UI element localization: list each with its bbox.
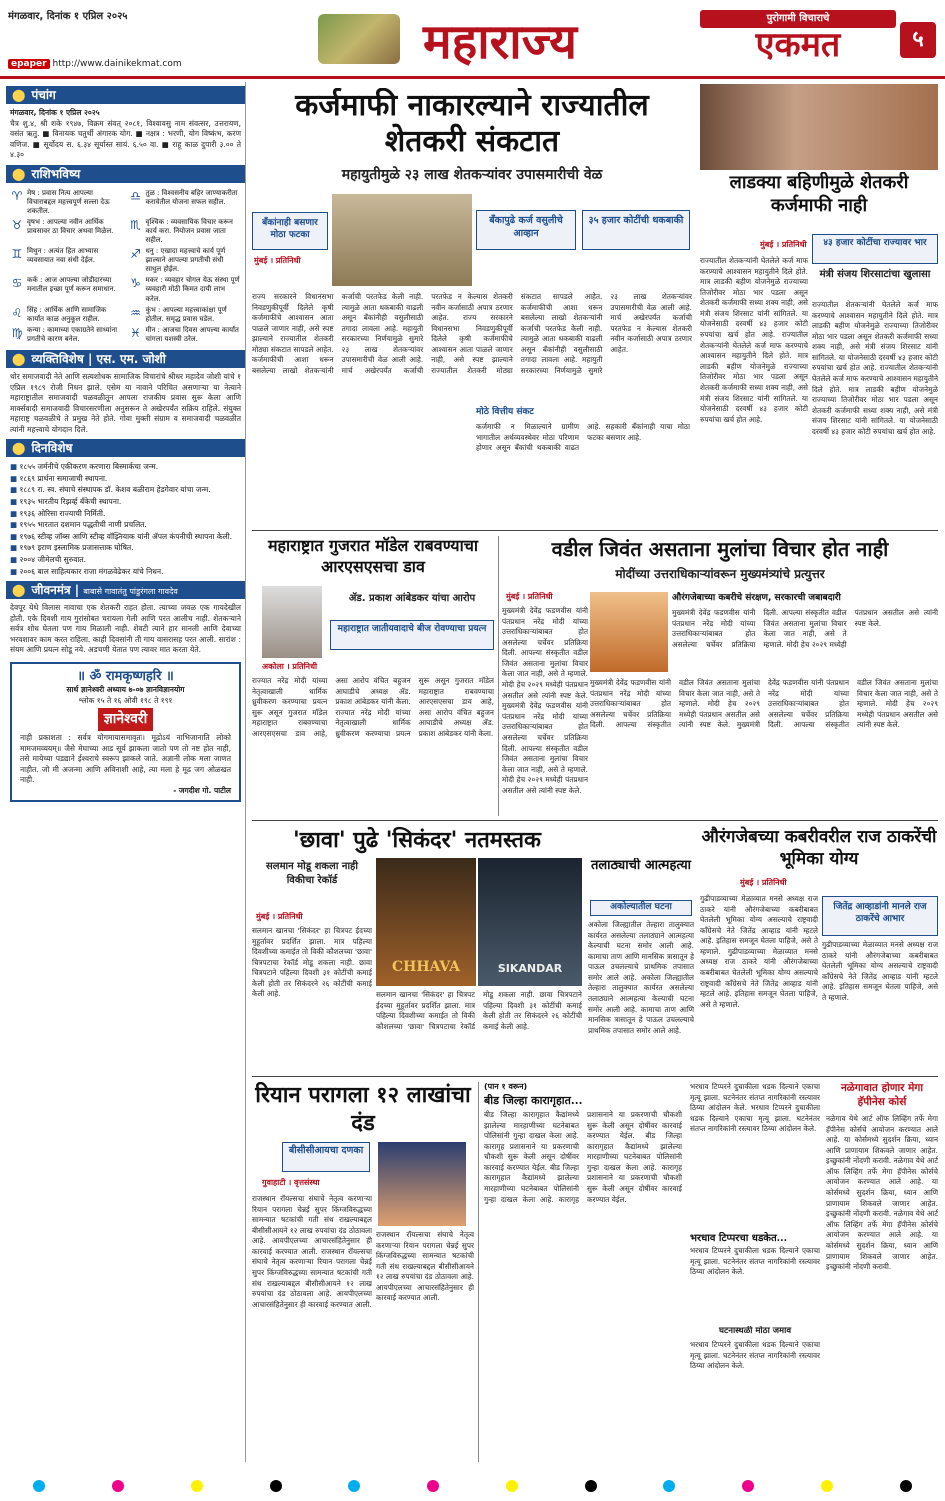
talathi-sub: अकोल्यातील घटना xyxy=(590,900,692,916)
vadil-box: औरंगजेबाच्या कबरीचे संरक्षण, सरकारची जबाबदारी xyxy=(672,592,938,606)
aurang-byline: मुंबई । प्रतिनिधी xyxy=(740,878,787,887)
chhava-poster: CHHAVA xyxy=(376,858,476,986)
rashi-text: कुंभ : आपल्या महत्त्वाकांक्षा पूर्ण होतील. समृद्ध प्रवास घडेल. xyxy=(145,305,227,323)
nalegaon-headline: नळेगावात होणार मेगा हॅपीनेस कोर्स xyxy=(840,1082,924,1108)
rashi-text: वृषभ : आपल्या नवीन आर्थिक प्रावसावर ठा विचार अथवा मिळेल. xyxy=(27,217,114,235)
lead-headline: कर्जमाफी नाकारल्याने राज्यातील शेतकरी संकटात xyxy=(295,88,649,159)
zodiac-sign-icon: ♋ xyxy=(11,276,23,291)
ladki-quote: ४३ हजार कोटींचा राज्यावर भार xyxy=(812,234,938,264)
talathi-body: अकोला जिल्ह्यातील तेल्हारा तालुक्यात कार्यरत असलेल्या तलाठ्याने आत्महत्या केल्याची घटना समोर आली आहे. कामाचा ताण आणि मानसिक त्रासातून हे पाऊल उचलल्याचे प्राथमिक तपासात समोर आले आहे. अकोला जिल्ह्यातील तेल्हारा तालुक्यात कार्यरत असलेल्या तलाठ्याने आत्महत्या केल्याची घटना समोर आली आहे. कामाचा ताण आणि मानसिक त्रासातून हे पाऊल उचलल्याचे प्राथमिक तपासात समोर आले आहे. xyxy=(588,920,694,1035)
box-recovery: बँकापुढे कर्ज वसुलीचे आव्हान xyxy=(476,210,576,250)
zodiac-sign-icon: ♊ xyxy=(11,247,23,262)
bharav-sub: घटनास्थळी मोठा जमाव xyxy=(718,1326,792,1336)
rashi-item xyxy=(10,189,123,216)
rule-3 xyxy=(252,1076,938,1077)
rashi-text: वृश्चिक : व्यवसायिक विचार करून कार्य करा. नियोजन प्रवास जाता सहील. xyxy=(145,217,233,244)
panchang-text: चैत्र शु.४, श्री शके १९४७, विक्रम संवत् २०८१, विश्वावसु नाम संवत्सर, उत्तरायण, वसंत ऋतु. ■ विनायक चतुर्थी अंगारक योग. ■ नक्षत्र : भरणी, योग विष्कंभ, करण वणिज. ■ सूर्योदय स. ६.३४ सूर्यास्त सायं. ६.५० वा. ■ राहू काळ दुपारी ३.०० ते ४.३० xyxy=(10,118,241,159)
rashi-item xyxy=(129,218,242,245)
rashi-item xyxy=(129,276,242,303)
dinvishesh-header: ⬤ दिनविशेष xyxy=(6,439,245,457)
rashi-text: मिथुन : अत्यंत हित आभ्यास व्यवसायात नवा संधी देईल. xyxy=(27,247,99,265)
brand-tagline: पुरोगामी विचाराचे xyxy=(700,10,896,28)
beed-body: बीड जिल्हा कारागृहात कैद्यांमध्ये झालेल्या मारहाणीच्या घटनेबाबत पोलिसांनी गुन्हा दाखल केला आहे. कारागृह प्रशासनाने या प्रकरणाची चौकशी सुरू केली असून दोषींवर कारवाई करण्यात येईल. बीड जिल्हा कारागृहात कैद्यांमध्ये झालेल्या मारहाणीच्या घटनेबाबत पोलिसांनी गुन्हा दाखल केला आहे. कारागृह प्रशासनाने या प्रकरणाची चौकशी सुरू केली असून दोषींवर कारवाई करण्यात येईल. बीड जिल्हा कारागृहात कैद्यांमध्ये झालेल्या मारहाणीच्या घटनेबाबत पोलिसांनी गुन्हा दाखल केला आहे. कारागृह प्रशासनाने या प्रकरणाची चौकशी सुरू केली असून दोषींवर कारवाई करण्यात येईल. xyxy=(484,1110,682,1204)
rashi-item xyxy=(10,326,123,344)
chhava-body-1: सलमान खानचा 'सिकंदर' हा चित्रपट ईदच्या मुहूर्तावर प्रदर्शित झाला. मात्र पहिल्या दिवशीच्या कमाईत तो विकी कौशलच्या 'छावा' चित्रपटाचा रेकॉर्ड मोडू शकला नाही. छावा चित्रपटाने पहिल्या दिवशी ३१ कोटींची कमाई केली होती तर सिकंदरने २६ कोटींची कमाई केली आहे. xyxy=(252,926,372,999)
lead-body: राज्य सरकारने विधानसभा निवडणुकीपूर्वी दिलेले कृषी कर्जमाफीचे आश्वासन आता पाळले जाणार नाही, असे स्पष्ट झाल्याने राज्यातील शेतकरी मोठ्या संकटात सापडले आहेत. कर्जमाफीची आशा धरून बसलेल्या लाखो शेतकऱ्यांनी कर्जाची परतफेड केली नाही. त्यामुळे आता थकबाकी वाढली असून बँकांनीही वसुलीसाठी तगादा लावला आहे. महायुती सरकारच्या निर्णयामुळे सुमारे २३ लाख शेतकऱ्यांवर उपासमारीची वेळ आली आहे. मार्च अखेरपर्यंत कर्जाची परतफेड न केल्यास शेतकरी नवीन कर्जासाठी अपात्र ठरणार आहेत. राज्य सरकारने विधानसभा निवडणुकीपूर्वी दिलेले कृषी कर्जमाफीचे आश्वासन आता पाळले जाणार नाही, असे स्पष्ट झाल्याने राज्यातील शेतकरी मोठ्या संकटात सापडले आहेत. कर्जमाफीची आशा धरून बसलेल्या लाखो शेतकऱ्यांनी कर्जाची परतफेड केली नाही. त्यामुळे आता थकबाकी वाढली असून बँकांनीही वसुलीसाठी तगादा लावला आहे. महायुती सरकारच्या निर्णयामुळे सुमारे २३ लाख शेतकऱ्यांवर उपासमारीची वेळ आली आहे. मार्च अखेरपर्यंत कर्जाची परतफेड न केल्यास शेतकरी नवीन कर्जासाठी अपात्र ठरणार आहेत. xyxy=(252,292,692,376)
rashi-item xyxy=(129,326,242,344)
rashi-text: मकर : व्यवहार चोगल येऊ संस्था पूर्ण व्यवहारी मोठी किमत दायी लाभ करेल. xyxy=(145,276,240,303)
masthead-divider xyxy=(0,76,945,79)
ladki-sub: मंत्री संजय शिरसाटांचा खुलासा xyxy=(819,269,931,280)
dinvishesh-item: ■ १९७९ इराण इस्लामिक प्रजासत्ताक घोषित. xyxy=(10,542,241,554)
bharav-headline: भरधाव टिप्परचा धडकेत... xyxy=(690,1233,788,1244)
bharav-body-2: भरधाव टिप्परने दुचाकीला धडक दिल्याने एकाचा मृत्यू झाला. घटनेनंतर संतप्त नागरिकांनी रस्त्यावर ठिय्या आंदोलन केले. xyxy=(690,1246,820,1277)
ram-title: ॥ ॐ रामकृष्णहरि ॥ xyxy=(77,668,174,684)
color-registration-strip xyxy=(0,1470,945,1501)
rule-v1 xyxy=(498,536,499,816)
minister-photo xyxy=(700,84,938,170)
zodiac-sign-icon: ♓ xyxy=(130,325,141,340)
chhava-byline: मुंबई । प्रतिनिधी xyxy=(256,912,303,921)
rashi-item xyxy=(129,189,242,216)
aurang-body-2: गुढीपाडव्याच्या मेळाव्यात मनसे अध्यक्ष राज ठाकरे यांनी औरंगजेबाच्या कबरीबाबत घेतलेली भूमिका योग्य असल्याचे राष्ट्रवादी काँग्रेसचे नेते जितेंद्र आव्हाड यांनी म्हटले आहे. इतिहास समजून घेतला पाहिजे, असे ते म्हणाले. xyxy=(822,940,938,1002)
riyan-byline: गुवाहाटी । वृत्तसंस्था xyxy=(262,1178,320,1187)
ram-sub: सार्थ ज्ञानेश्वरी अध्याय ७-०७ ज्ञानविज्ञानयोग xyxy=(66,685,185,695)
dinvishesh-item: ■ १८५५ जर्मनीचे एकीकरण करणारा बिस्मार्कचा जन्म. xyxy=(10,461,241,473)
zodiac-grid xyxy=(6,187,245,347)
rashi-header: ⬤ राशिभविष्य xyxy=(6,165,245,183)
magenta-dot xyxy=(427,1480,439,1492)
gujarat-body: राज्यात नरेंद्र मोदी यांच्या नेतृत्वाखाली धार्मिक ध्रुवीकरण करण्याचा प्रयत्न सुरू असून गुजरात मॉडेल महाराष्ट्रात राबवण्याचा आरएसएसचा डाव आहे, असा आरोप वंचित बहुजन आघाडीचे अध्यक्ष ॲड. प्रकाश आंबेडकर यांनी केला. राज्यात नरेंद्र मोदी यांच्या नेतृत्वाखाली धार्मिक ध्रुवीकरण करण्याचा प्रयत्न सुरू असून गुजरात मॉडेल महाराष्ट्रात राबवण्याचा आरएसएसचा डाव आहे, असा आरोप वंचित बहुजन आघाडीचे अध्यक्ष ॲड. प्रकाश आंबेडकर यांनी केला. xyxy=(252,676,494,738)
zodiac-sign-icon: ♈ xyxy=(11,188,23,203)
nalegaon-body: नळेगाव येथे आर्ट ऑफ लिव्हिंग तर्फे मेगा हॅपीनेस कोर्सचे आयोजन करण्यात आले आहे. या कोर्समध्ये सुदर्शन क्रिया, ध्यान आणि प्राणायाम शिकवले जाणार आहेत. इच्छुकांनी नोंदणी करावी. नळेगाव येथे आर्ट ऑफ लिव्हिंग तर्फे मेगा हॅपीनेस कोर्सचे आयोजन करण्यात आले आहे. या कोर्समध्ये सुदर्शन क्रिया, ध्यान आणि प्राणायाम शिकवले जाणार आहेत. इच्छुकांनी नोंदणी करावी. नळेगाव येथे आर्ट ऑफ लिव्हिंग तर्फे मेगा हॅपीनेस कोर्सचे आयोजन करण्यात आले आहे. या कोर्समध्ये सुदर्शन क्रिया, ध्यान आणि प्राणायाम शिकवले जाणार आहेत. इच्छुकांनी नोंदणी करावी. xyxy=(826,1114,938,1272)
site-url[interactable]: http://www.dainikekmat.com xyxy=(52,59,182,69)
aurang-headline: औरंगजेबच्या कबरीवरील राज ठाकरेंची भूमिका योग्य xyxy=(701,827,937,870)
panchang-date: मंगळवार, दिनांक १ एप्रिल २०२५ xyxy=(10,108,100,117)
ram-author: - जगदीश गो. पाटील xyxy=(173,785,231,795)
zodiac-sign-icon: ♑ xyxy=(130,276,141,291)
panchang-header: ⬤ पंचांग xyxy=(6,86,245,104)
gujarat-byline: अकोला । प्रतिनिधी xyxy=(262,662,318,671)
vadil-body-3: मुख्यमंत्री देवेंद्र फडणवीस यांनी पंतप्रधान नरेंद्र मोदी यांच्या उत्तराधिकाऱ्यांबाबत होत असलेल्या चर्चेवर प्रतिक्रिया दिली. आपल्या संस्कृतीत वडील जिवंत असताना मुलांचा विचार केला जात नाही, असे ते म्हणाले. मोदी हेच २०२९ मध्येही पंतप्रधान असतील असे त्यांनी स्पष्ट केले. मुख्यमंत्री देवेंद्र फडणवीस यांनी पंतप्रधान नरेंद्र मोदी यांच्या उत्तराधिकाऱ्यांबाबत होत असलेल्या चर्चेवर प्रतिक्रिया दिली. आपल्या संस्कृतीत वडील जिवंत असताना मुलांचा विचार केला जात नाही, असे ते म्हणाले. मोदी हेच २०२९ मध्येही पंतप्रधान असतील असे त्यांनी स्पष्ट केले. xyxy=(590,678,938,730)
ladki-body-2: राज्यातील शेतकऱ्यांनी घेतलेले कर्ज माफ करण्याचे आश्वासन महायुतीने दिले होते. मात्र लाडकी बहीण योजनेमुळे राज्याच्या तिजोरीवर मोठा भार पडला असून शेतकरी कर्जमाफी सध्या शक्य नाही, असे मंत्री संजय शिरसाट यांनी सांगितले. या योजनेसाठी दरवर्षी ४३ हजार कोटी रुपयांचा खर्च होत आहे. राज्यातील शेतकऱ्यांनी घेतलेले कर्ज माफ करण्याचे आश्वासन महायुतीने दिले होते. मात्र लाडकी बहीण योजनेमुळे राज्याच्या तिजोरीवर मोठा भार पडला असून शेतकरी कर्जमाफी सध्या शक्य नाही, असे मंत्री संजय शिरसाट यांनी सांगितले. या योजनेसाठी दरवर्षी ४३ हजार कोटी रुपयांचा खर्च होत आहे. xyxy=(812,300,938,436)
yellow-dot xyxy=(821,1480,833,1492)
chhava-headline: 'छावा' पुढे 'सिकंदर' नतमस्तक xyxy=(293,827,541,853)
vyakti-header: ⬤ व्यक्तिविशेष | एस. एम. जोशी xyxy=(6,350,245,368)
gujarat-headline: महाराष्ट्रात गुजरात मॉडेल राबवण्याचा आरएसएसचा डाव xyxy=(267,536,479,576)
vyakti-text: थोर समाजवादी नेते आणि सत्यशोधक सामाजिक विचारांचे श्रीधर महादेव जोशी यांचे १ एप्रिल १९८९ रोजी निधन झाले. एसेम या नावाने परिचित असणाऱ्या या नेत्याने महाराष्ट्रातील समाजवादी चळवळीतून आपला राजकीय प्रवास सुरू केला आणि मार्क्सवादी समाजवादी विचारसरणीला अनुसरून ते अखेरपर्यंत सक्रिय राहिले. संयुक्त महाराष्ट्र चळवळीचे ते प्रमुख नेते होते. गोवा मुक्ती संग्राम व समाजवादी चळवळीत त्यांनी महत्त्वाचे योगदान दिले. xyxy=(10,372,241,434)
box-arrears: ३५ हजार कोटींची थकबाकी xyxy=(582,210,690,250)
rashi-text: कन्या : कामाच्या एकाग्रतेने साध्यांना प्रगतीचे कारण बनेल. xyxy=(27,325,118,343)
vadil-sub: मोदींच्या उत्तराधिकाऱ्यांवरून मुख्यमंत्र्यांचे प्रत्युत्तर xyxy=(615,567,825,581)
left-column xyxy=(6,82,246,1462)
zodiac-sign-icon: ♒ xyxy=(130,305,141,320)
rashi-text: मेष : प्रवास नित्य आपल्या विचाराबद्दल महत्त्वपूर्ण सल्ला देऊ शकतील. xyxy=(27,188,110,215)
page-number: ५ xyxy=(900,22,936,58)
riyan-body-2: राजस्थान रॉयल्सचा संघाचे नेतृत्व करणाऱ्या रियान परागला चेन्नई सुपर किंग्जविरुद्धच्या सामन्यात षटकांची गती संथ राखल्याबद्दल बीसीसीआयने १२ लाख रुपयांचा दंड ठोठावला आहे. आयपीएलच्या आचारसंहितेनुसार ही कारवाई करण्यात आली. xyxy=(376,1230,474,1303)
section-title: महाराज्य xyxy=(423,18,577,66)
riyan-body-1: राजस्थान रॉयल्सचा संघाचे नेतृत्व करणाऱ्या रियान परागला चेन्नई सुपर किंग्जविरुद्धच्या सामन्यात षटकांची गती संथ राखल्याबद्दल बीसीसीआयने १२ लाख रुपयांचा दंड ठोठावला आहे. आयपीएलच्या आचारसंहितेनुसार ही कारवाई करण्यात आली. राजस्थान रॉयल्सचा संघाचे नेतृत्व करणाऱ्या रियान परागला चेन्नई सुपर किंग्जविरुद्धच्या सामन्यात षटकांची गती संथ राखल्याबद्दल बीसीसीआयने १२ लाख रुपयांचा दंड ठोठावला आहे. आयपीएलच्या आचारसंहितेनुसार ही कारवाई करण्यात आली. xyxy=(252,1194,372,1309)
dnyaneshwari-logo: ज्ञानेश्वरी xyxy=(98,708,153,731)
zodiac-sign-icon: ♌ xyxy=(11,305,23,320)
gujarat-box: महाराष्ट्रात जातीयवादाचे बीज रोवण्याचा प्रयत्न xyxy=(330,620,494,650)
lead-byline: मुंबई । प्रतिनिधी xyxy=(254,256,301,265)
aurang-box: जितेंद्र आव्हाडांनी मानले राज ठाकरेंचे आभार xyxy=(822,896,938,936)
vyakti-name: एस. एम. जोशी xyxy=(96,352,166,366)
masthead xyxy=(0,0,945,78)
ladki-byline: मुंबई । प्रतिनिधी xyxy=(760,240,807,249)
jivan-header: ⬤ जीवनमंत्र | बाबासे गावातंतु पांडुरंगला गावदेव xyxy=(6,581,245,599)
ram-verse: श्लोक १५ ते १६ ओवी १९८ ते १९१ xyxy=(78,695,173,705)
cyan-dot xyxy=(663,1480,675,1492)
beed-headline: बीड जिल्हा कारागृहात... xyxy=(484,1094,583,1107)
riyan-photo xyxy=(378,1142,466,1226)
rule-1 xyxy=(252,530,938,531)
cyan-dot xyxy=(33,1480,45,1492)
black-dot xyxy=(270,1480,282,1492)
zodiac-sign-icon: ♏ xyxy=(130,217,141,232)
dinvishesh-item: ■ २००६ बाल साहित्यकार राजा मंगळवेढेकर यांचे निधन. xyxy=(10,566,241,578)
vadil-byline: मुंबई । प्रतिनिधी xyxy=(506,592,553,601)
rashi-item xyxy=(10,218,123,245)
newspaper-logo: एकमत xyxy=(755,28,841,62)
rashi-item xyxy=(10,247,123,274)
riyan-sub: बीसीसीआयचा दणका xyxy=(282,1142,370,1172)
crisis-body: कर्जमाफी न मिळाल्याने ग्रामीण भागातील अर्थव्यवस्थेवर मोठा परिणाम होणार असून बँकांची थकबाकी वाढत आहे. सहकारी बँकांनाही याचा मोठा फटका बसणार आहे. xyxy=(476,422,690,490)
beed-label: (पान १ वरून) xyxy=(484,1082,580,1093)
dinvishesh-item: ■ १९३५ भारतीय रिझर्व्ह बँकेची स्थापना. xyxy=(10,496,241,508)
dinvishesh-item: ■ १९३६ ओरिसा राज्याची निर्मिती. xyxy=(10,508,241,520)
map-graphic xyxy=(318,14,400,64)
box-crisis: मोठे वित्तीय संकट xyxy=(476,406,690,420)
yellow-dot xyxy=(506,1480,518,1492)
dinvishesh-item: ■ १९५५ भारतात दशमान पद्धतीची नाणी प्रचलित. xyxy=(10,519,241,531)
black-dot xyxy=(585,1480,597,1492)
rashi-item xyxy=(129,306,242,324)
vadil-body-2: मुख्यमंत्री देवेंद्र फडणवीस यांनी पंतप्रधान नरेंद्र मोदी यांच्या उत्तराधिकाऱ्यांबाबत होत असलेल्या चर्चेवर प्रतिक्रिया दिली. आपल्या संस्कृतीत वडील जिवंत असताना मुलांचा विचार केला जात नाही, असे ते म्हणाले. मोदी हेच २०२९ मध्येही पंतप्रधान असतील असे त्यांनी स्पष्ट केले. xyxy=(672,608,938,649)
talathi-headline: तलाठ्याची आत्महत्या xyxy=(590,858,692,873)
rashi-text: तुळ : विश्वसनीय बहिर जाण्याकरीता करावेतील योजना सफल सहील. xyxy=(145,188,238,206)
epaper-link[interactable] xyxy=(8,58,182,70)
bharav-body-3: भरधाव टिप्परने दुचाकीला धडक दिल्याने एकाचा मृत्यू झाला. घटनेनंतर संतप्त नागरिकांनी रस्त्यावर ठिय्या आंदोलन केले. xyxy=(690,1340,820,1371)
fadnavis-photo xyxy=(590,592,668,672)
gujarat-sub: ॲड. प्रकाश आंबेडकर यांचा आरोप xyxy=(348,593,476,604)
magenta-dot xyxy=(112,1480,124,1492)
ambedkar-photo xyxy=(262,586,322,658)
dinvishesh-item: ■ १९७६ स्टीव्ह जॉब्स आणि स्टीव्ह वॉझ्नियाक यांनी ॲपल कंपनीची स्थापना केली. xyxy=(10,531,241,543)
vadil-headline: वडील जिवंत असताना मुलांचा विचार होत नाही xyxy=(551,537,889,561)
rashi-item xyxy=(10,276,123,303)
cyan-dot xyxy=(348,1480,360,1492)
ladki-body-1: राज्यातील शेतकऱ्यांनी घेतलेले कर्ज माफ करण्याचे आश्वासन महायुतीने दिले होते. मात्र लाडकी बहीण योजनेमुळे राज्याच्या तिजोरीवर मोठा भार पडला असून शेतकरी कर्जमाफी सध्या शक्य नाही, असे मंत्री संजय शिरसाट यांनी सांगितले. या योजनेसाठी दरवर्षी ४३ हजार कोटी रुपयांचा खर्च होत आहे. राज्यातील शेतकऱ्यांनी घेतलेले कर्ज माफ करण्याचे आश्वासन महायुतीने दिले होते. मात्र लाडकी बहीण योजनेमुळे राज्याच्या तिजोरीवर मोठा भार पडला असून शेतकरी कर्जमाफी सध्या शक्य नाही, असे मंत्री संजय शिरसाट यांनी सांगितले. या योजनेसाठी दरवर्षी ४३ हजार कोटी रुपयांचा खर्च होत आहे. xyxy=(700,256,808,424)
sikandar-poster: SIKANDAR xyxy=(478,858,582,986)
aurang-body-1: गुढीपाडव्याच्या मेळाव्यात मनसे अध्यक्ष राज ठाकरे यांनी औरंगजेबाच्या कबरीबाबत घेतलेली भूमिका योग्य असल्याचे राष्ट्रवादी काँग्रेसचे नेते जितेंद्र आव्हाड यांनी म्हटले आहे. इतिहास समजून घेतला पाहिजे, असे ते म्हणाले. गुढीपाडव्याच्या मेळाव्यात मनसे अध्यक्ष राज ठाकरे यांनी औरंगजेबाच्या कबरीबाबत घेतलेली भूमिका योग्य असल्याचे राष्ट्रवादी काँग्रेसचे नेते जितेंद्र आव्हाड यांनी म्हटले आहे. इतिहास समजून घेतला पाहिजे, असे ते म्हणाले. xyxy=(700,894,818,1009)
yellow-dot xyxy=(191,1480,203,1492)
rule-v2 xyxy=(478,1082,479,1462)
dinvishesh-list xyxy=(6,461,245,577)
zodiac-sign-icon: ♉ xyxy=(11,217,23,232)
lead-subheadline: महायुतीमुळे २३ लाख शेतकऱ्यांवर उपासमारीची वेळ xyxy=(341,167,603,183)
zodiac-sign-icon: ♎ xyxy=(130,188,141,203)
black-dot xyxy=(900,1480,912,1492)
chhava-sub: सलमान मोडू शकला नाही विकीचा रेकॉर्ड xyxy=(266,861,358,886)
rashi-text: कर्क : आज आपल्या जोडीदारच्या मनातील इच्छा पूर्ण करून समाधान. xyxy=(27,276,116,294)
rashi-text: मीन : आजचा दिवस आपल्या कार्यांत चांगला यशस्वी ठरेल. xyxy=(145,325,239,343)
farmer-photo xyxy=(332,194,472,286)
chhava-body-2: सलमान खानचा 'सिकंदर' हा चित्रपट ईदच्या मुहूर्तावर प्रदर्शित झाला. मात्र पहिल्या दिवशीच्या कमाईत तो विकी कौशलच्या 'छावा' चित्रपटाचा रेकॉर्ड मोडू शकला नाही. छावा चित्रपटाने पहिल्या दिवशी ३१ कोटींची कमाई केली होती तर सिकंदरने २६ कोटींची कमाई केली आहे. xyxy=(376,990,582,1031)
riyan-headline: रियान परागला १२ लाखांचा दंड xyxy=(255,1082,471,1136)
dinvishesh-item: ■ १८८९ रा. स्व. संघाचे संस्थापक डॉ. केशव बळीराम हेडगेवार यांचा जन्म. xyxy=(10,484,241,496)
ramkrishnahari-box xyxy=(10,662,241,802)
zodiac-sign-icon: ♐ xyxy=(130,247,141,262)
epaper-badge: epaper xyxy=(8,59,50,69)
rashi-text: धनु : एखादा महत्त्वाचे कार्य पूर्ण झाल्याने आपल्या प्रगतीची संधी साधुल होईल. xyxy=(145,247,226,274)
ladki-headline: लाडक्या बहिणीमुळे शेतकरी कर्जमाफी नाही xyxy=(729,172,909,216)
jivan-sub: बाबासे गावातंतु पांडुरंगला गावदेव xyxy=(83,587,178,597)
dinvishesh-item: ■ १८६९ प्रार्थना समाजाची स्थापना. xyxy=(10,473,241,485)
rashi-item xyxy=(10,306,123,324)
bharav-body-1: भरधाव टिप्परने दुचाकीला धडक दिल्याने एकाचा मृत्यू झाला. घटनेनंतर संतप्त नागरिकांनी रस्त्यावर ठिय्या आंदोलन केले. भरधाव टिप्परने दुचाकीला धडक दिल्याने एकाचा मृत्यू झाला. घटनेनंतर संतप्त नागरिकांनी रस्त्यावर ठिय्या आंदोलन केले. xyxy=(690,1082,820,1134)
rashi-item xyxy=(129,247,242,274)
ram-text: नाही प्रकाशता : सर्वत्र योगमायासमावृतः। मूढोऽयं नाभिजानाति लोको मामजमव्ययम्॥ जैसे मेघाच्या आड सूर्य झाकला जातो पण तो नष्ट होत नाही, तसे मायेच्या पडद्याने ईश्वराचे स्वरूप झाकले जाते. अज्ञानी लोक मला जाणत नाहीत. जो मी अजन्मा आणि अविनाशी आहे, त्या मला हे मूढ जग ओळखत नाही. xyxy=(20,733,231,785)
issue-date: मंगळवार, दिनांक १ एप्रिल २०२५ xyxy=(8,11,128,22)
dinvishesh-item: ■ २००४ जीमेलची सुरुवात. xyxy=(10,554,241,566)
vadil-body-1: मुख्यमंत्री देवेंद्र फडणवीस यांनी पंतप्रधान नरेंद्र मोदी यांच्या उत्तराधिकाऱ्यांबाबत होत असलेल्या चर्चेवर प्रतिक्रिया दिली. आपल्या संस्कृतीत वडील जिवंत असताना मुलांचा विचार केला जात नाही, असे ते म्हणाले. मोदी हेच २०२९ मध्येही पंतप्रधान असतील असे त्यांनी स्पष्ट केले. मुख्यमंत्री देवेंद्र फडणवीस यांनी पंतप्रधान नरेंद्र मोदी यांच्या उत्तराधिकाऱ्यांबाबत होत असलेल्या चर्चेवर प्रतिक्रिया दिली. आपल्या संस्कृतीत वडील जिवंत असताना मुलांचा विचार केला जात नाही, असे ते म्हणाले. मोदी हेच २०२९ मध्येही पंतप्रधान असतील असे त्यांनी स्पष्ट केले. xyxy=(502,606,588,795)
jivan-text: देवपूर येथे विलास नावाचा एक शेतकरी राहत होता. त्याच्या जवळ एक गायदेखील होती. एके दिवशी गाय गुरांसोबत चरायला गेली आणि परत आलीच नाही. शेतकऱ्याने सर्वत्र शोध घेतला पण गाय मिळाली नाही. शेवटी त्याने हार मानली आणि देवाच्या भरवशावर काम करत राहिला. काही दिवसांनी ती गाय वासरासह परत आली. सारांश : संयम आणि प्रयत्न सोडू नये. अडचणी येतात पण त्यावर मात करता येते. xyxy=(10,603,241,655)
magenta-dot xyxy=(742,1480,754,1492)
rule-2 xyxy=(252,820,938,821)
zodiac-sign-icon: ♍ xyxy=(11,325,23,340)
rashi-text: सिंह : आर्थिक आणि सामाजिक कार्यांत काळ अनुकूल राहील. xyxy=(27,305,107,323)
box-banks: बँकांनाही बसणार मोठा फटका xyxy=(252,212,328,250)
